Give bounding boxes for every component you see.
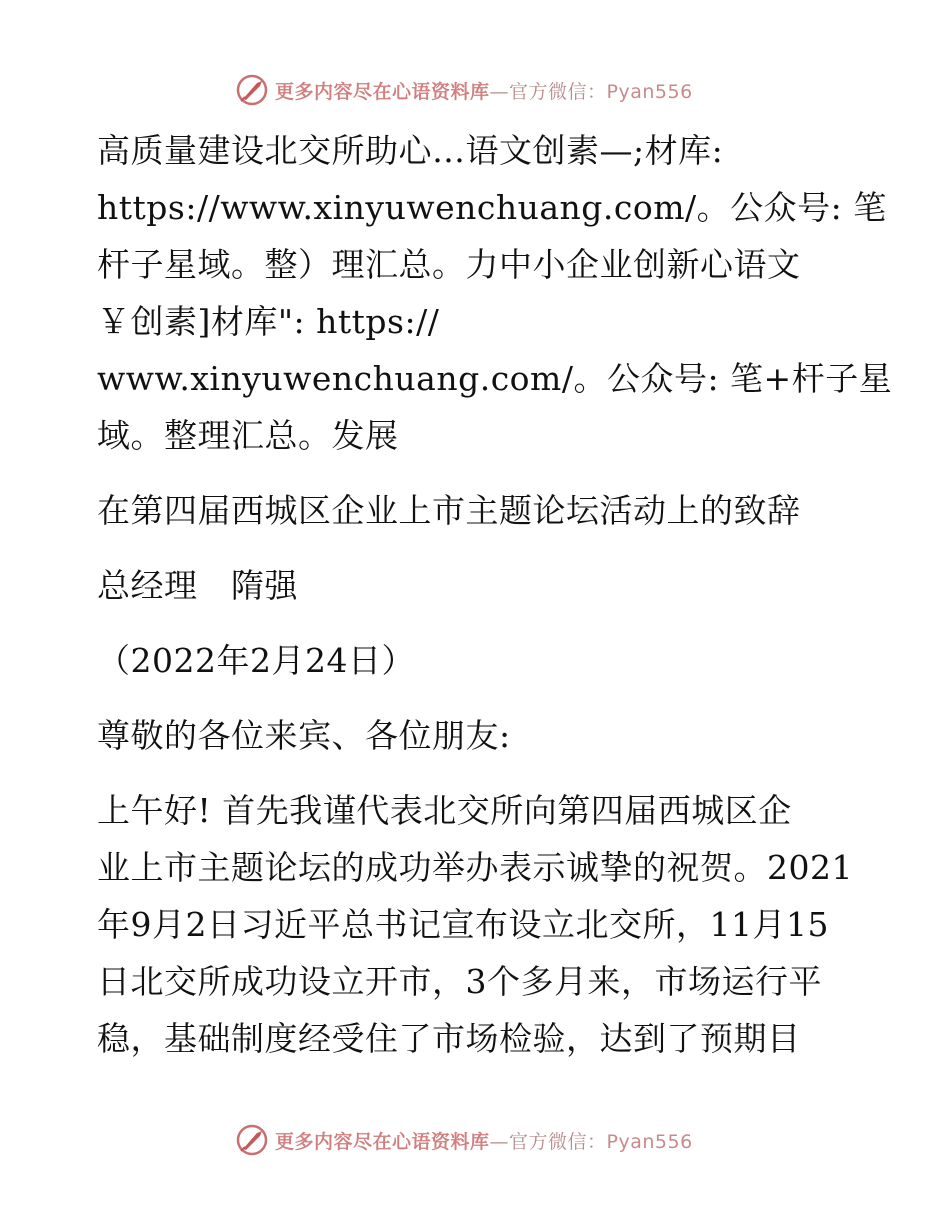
watermark-text [275, 1127, 693, 1154]
text-line: https://www.xinyuwenchuang.com/。公众号: 笔 [97, 188, 887, 227]
text-line: 域。整理汇总。发展 [97, 416, 399, 455]
text-line: 稳，基础制度经受住了市场检验，达到了预期目 [97, 1019, 801, 1058]
watermark-header [235, 72, 693, 108]
salutation-line: 尊敬的各位来宾、各位朋友: [97, 716, 511, 755]
watermark-rest: —官方微信： [489, 1130, 607, 1153]
quill-logo-icon [235, 73, 269, 107]
speaker-line: 总经理 隋强 [97, 566, 298, 605]
speech-title: 在第四届西城区企业上市主题论坛活动上的致辞 [97, 491, 801, 530]
text-line: 杆子星域。整）理汇总。力中小企业创新心语文 [97, 245, 801, 284]
text-line: 上午好! 首先我谨代表北交所向第四届西城区企 [97, 791, 792, 830]
watermark-text [275, 77, 693, 104]
watermark-id: Pyan556 [606, 1130, 693, 1153]
text-line: 年9月2日习近平总书记宣布设立北交所，11月15 [97, 905, 829, 944]
quill-logo-icon [235, 1123, 269, 1157]
text-line: 日北交所成功设立开市，3个多月来，市场运行平 [97, 962, 822, 1001]
watermark-brand: 更多内容尽在心语资料库 [275, 1130, 490, 1153]
watermark-rest: —官方微信： [489, 80, 607, 103]
watermark-brand: 更多内容尽在心语资料库 [275, 80, 490, 103]
watermark-id: Pyan556 [606, 80, 693, 103]
text-line: ￥创素]材库": https:// [97, 302, 440, 341]
text-line: 高质量建设北交所助心…语文创素—;材库: [97, 131, 724, 170]
text-line: www.xinyuwenchuang.com/。公众号: 笔+杆子星 [97, 359, 893, 398]
text-line: 业上市主题论坛的成功举办表示诚挚的祝贺。2021 [97, 848, 853, 887]
date-line: （2022年2月24日） [97, 641, 415, 680]
watermark-footer [235, 1122, 693, 1158]
document-body [97, 122, 893, 1067]
